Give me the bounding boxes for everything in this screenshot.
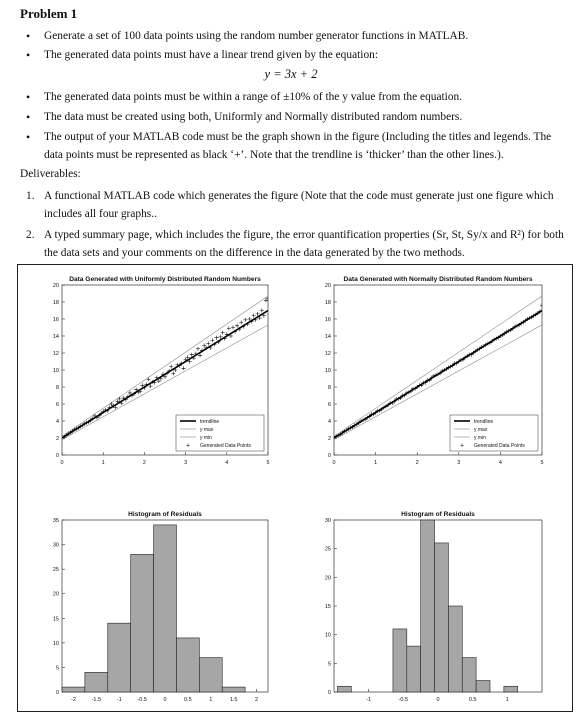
legend-label: y max	[474, 427, 488, 433]
histogram-bar	[448, 606, 462, 692]
data-point-plus	[182, 366, 186, 370]
data-point-plus	[210, 338, 214, 342]
bullet-dot-icon: •	[26, 29, 31, 43]
data-point-plus	[243, 318, 247, 322]
y-tick-label: 4	[327, 419, 331, 425]
data-point-plus	[235, 324, 239, 328]
deliverable-number: 2.	[26, 229, 35, 241]
chart-title: Histogram of Residuals	[401, 511, 475, 518]
chart-title: Histogram of Residuals	[128, 511, 202, 518]
y-tick-label: 2	[55, 436, 59, 442]
y-tick-label: 0	[327, 690, 331, 696]
y-tick-label: 20	[52, 591, 59, 598]
y-tick-label: 10	[324, 368, 331, 374]
y-tick-label: 6	[55, 402, 59, 408]
histogram-bar	[435, 543, 449, 692]
y-tick-label: 14	[52, 334, 59, 340]
y-tick-label: 12	[324, 351, 331, 357]
y-tick-label: 20	[52, 283, 59, 289]
x-tick-label: -2	[70, 697, 76, 703]
data-point-plus	[260, 309, 264, 313]
histogram-bar	[337, 686, 351, 692]
x-tick-label: 2	[255, 697, 259, 703]
y-tick-label: 18	[52, 300, 59, 306]
bullet-dot-icon: •	[26, 130, 31, 144]
bullet-text: The generated data points must be within a range of ±10% of the y value from the equation.	[44, 91, 463, 103]
y-tick-label: 25	[52, 567, 59, 574]
trend-equation: y = 3x + 2	[264, 67, 318, 81]
y-tick-label: 2	[327, 436, 331, 442]
data-point-plus	[239, 320, 243, 324]
legend-label: y max	[200, 427, 214, 433]
x-tick-label: 2	[142, 460, 146, 466]
legend-marker: +	[185, 442, 191, 450]
histogram-bar	[407, 646, 421, 692]
data-point-plus	[196, 347, 200, 351]
x-tick-label: -1	[366, 697, 372, 703]
histogram-bar	[199, 658, 222, 692]
y-tick-label: 8	[327, 385, 331, 391]
bullet-dot-icon: •	[26, 90, 31, 104]
x-tick-label: 1	[101, 460, 105, 466]
legend-label: trendline	[200, 419, 220, 425]
bullet-dot-icon: •	[26, 110, 31, 124]
matlab-figure	[17, 264, 573, 712]
y-tick-label: 14	[324, 334, 331, 340]
y-tick-label: 15	[324, 604, 331, 610]
y-tick-label: 8	[55, 385, 59, 391]
y-tick-label: 0	[55, 690, 59, 696]
data-point-plus	[147, 377, 151, 381]
histogram-bar	[504, 686, 518, 692]
x-tick-label: 5	[540, 460, 544, 466]
bullet-dot-icon: •	[26, 48, 31, 62]
y-tick-label: 20	[324, 283, 331, 289]
y-tick-label: 16	[52, 317, 59, 323]
histogram-bar	[222, 687, 245, 692]
bullet-text: The generated data points must have a linear trend given by the equation:	[44, 49, 379, 61]
x-tick-label: -1	[116, 697, 122, 703]
x-tick-label: 2	[415, 460, 419, 466]
y-tick-label: 15	[52, 616, 59, 623]
x-tick-label: 1	[209, 697, 213, 703]
data-point-plus	[252, 314, 256, 318]
deliverable-text: A typed summary page, which includes the figure, the error quantification properties (Sr, St, Sy/x and R²) for both the data sets and your comments on the difference in the data generated by the two methods.	[44, 229, 564, 259]
y-tick-label: 25	[324, 546, 331, 553]
deliverable-number: 1.	[26, 190, 35, 202]
x-tick-label: 1.5	[229, 697, 238, 703]
y-tick-label: 10	[324, 632, 331, 639]
y-tick-label: 18	[324, 300, 331, 306]
y-tick-label: 0	[327, 453, 331, 459]
y-tick-label: 35	[52, 518, 59, 524]
data-point-plus	[540, 303, 544, 307]
x-tick-label: 0.5	[468, 697, 477, 703]
data-point-plus	[169, 365, 173, 369]
chart-title: Data Generated with Uniformly Distributed Random Numbers	[69, 276, 261, 283]
y-tick-label: 20	[324, 575, 331, 582]
y-tick-label: 30	[324, 518, 331, 524]
problem-title: Problem 1	[20, 6, 78, 21]
histogram-bar	[393, 629, 407, 692]
legend-label: trendline	[474, 419, 494, 425]
x-tick-label: 0	[163, 697, 167, 703]
histogram-bar	[476, 681, 490, 692]
x-tick-label: -0.5	[398, 697, 409, 703]
data-point-plus	[118, 397, 122, 401]
y-tick-label: 30	[52, 542, 59, 549]
x-tick-label: 4	[225, 460, 229, 466]
x-tick-label: 5	[266, 460, 270, 466]
bullet-text: Generate a set of 100 data points using the random number generator functions in MATLAB.	[44, 30, 469, 42]
x-tick-label: 3	[184, 460, 188, 466]
x-tick-label: 0	[60, 460, 64, 466]
data-point-plus	[221, 331, 225, 335]
x-tick-label: 4	[498, 460, 502, 466]
histogram-bar	[154, 525, 177, 692]
deliverable-text: A functional MATLAB code which generates the figure (Note that the code must generate just one figure which includes all four graphs..	[44, 190, 554, 220]
data-point-plus	[264, 298, 268, 302]
x-tick-label: 1	[505, 697, 509, 703]
y-tick-label: 5	[55, 665, 59, 672]
bullet-text: The output of your MATLAB code must be the graph shown in the figure (Including the titles and legends. The data points must be represented as black ‘+’. Note that the trendline is ‘thicker’ than the other lines.).	[44, 131, 552, 161]
data-point-plus	[202, 343, 206, 347]
legend-label: Generated Data Points	[474, 443, 525, 449]
y-tick-label: 10	[52, 368, 59, 374]
data-point-plus	[171, 371, 175, 375]
x-tick-label: -1.5	[91, 697, 102, 703]
legend-marker: +	[459, 442, 465, 450]
x-tick-label: 0	[436, 697, 440, 703]
y-tick-label: 12	[52, 351, 59, 357]
data-point-plus	[215, 336, 219, 340]
y-tick-label: 5	[327, 661, 331, 668]
bullet-text: The data must be created using both, Uniformly and Normally distributed random numbers.	[44, 111, 463, 123]
y-tick-label: 10	[52, 640, 59, 647]
y-tick-label: 0	[55, 453, 59, 459]
histogram-bar	[176, 638, 199, 692]
legend-label: y min	[200, 435, 212, 441]
deliverables-heading: Deliverables:	[20, 168, 81, 180]
x-tick-label: -0.5	[137, 697, 147, 703]
histogram-bar	[85, 672, 108, 692]
histogram-bar	[108, 623, 131, 692]
y-tick-label: 16	[324, 317, 331, 323]
figure-canvas	[18, 265, 572, 711]
x-tick-label: 0.5	[184, 697, 192, 703]
histogram-bar	[421, 520, 435, 692]
x-tick-label: 0	[332, 460, 336, 466]
histogram-bar	[462, 658, 476, 692]
data-point-plus	[109, 402, 113, 406]
chart-title: Data Generated with Normally Distributed Random Numbers	[343, 276, 533, 283]
data-point-plus	[227, 326, 231, 330]
legend-label: Generated Data Points	[200, 443, 251, 449]
y-tick-label: 6	[327, 402, 331, 408]
histogram-bar	[131, 554, 154, 692]
legend-label: y min	[474, 435, 486, 441]
x-tick-label: 3	[457, 460, 461, 466]
y-tick-label: 4	[55, 419, 59, 425]
data-point-plus	[231, 326, 235, 330]
x-tick-label: 1	[374, 460, 378, 466]
histogram-bar	[62, 687, 85, 692]
data-point-plus	[206, 342, 210, 346]
